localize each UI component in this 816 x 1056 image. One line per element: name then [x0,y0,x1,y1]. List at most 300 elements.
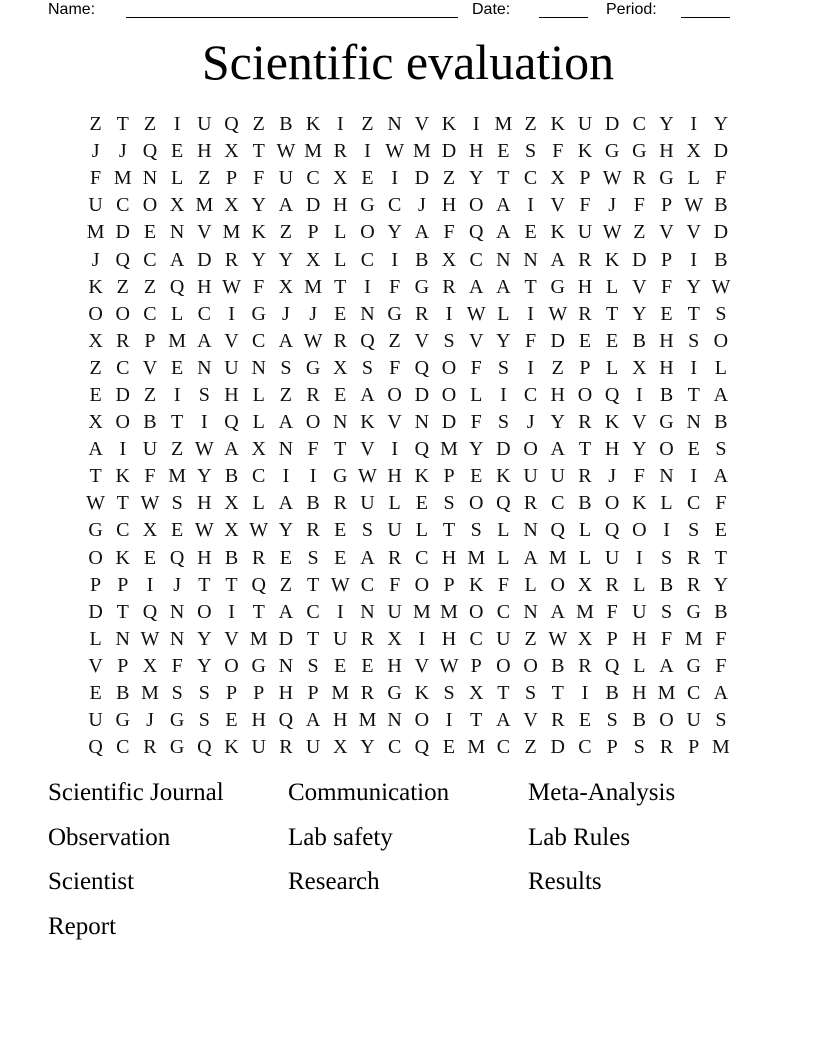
grid-letter: L [388,492,401,515]
grid-letter: L [524,573,537,596]
grid-letter: F [470,356,482,379]
word-bank-column-3 [528,771,768,905]
grid-letter: X [632,356,647,379]
grid-letter: Z [89,356,102,379]
grid-row [82,301,735,328]
grid-letter: O [197,600,212,623]
grid-letter: U [387,519,402,542]
grid-letter: T [442,519,456,542]
grid-letter: O [659,438,674,461]
grid-letter: D [441,411,457,434]
grid-letter: H [659,329,674,352]
grid-letter: O [441,383,457,406]
grid-letter: G [333,465,348,488]
grid-letter: O [577,383,593,406]
grid-letter: L [714,356,728,379]
grid-letter: C [387,736,402,759]
grid-letter: W [548,627,568,650]
grid-letter: J [608,194,617,217]
grid-letter: M [548,546,567,569]
grid-letter: E [578,709,592,732]
grid-letter: A [496,194,511,217]
grid-letter: H [197,492,212,515]
grid-letter: R [632,167,647,190]
grid-letter: A [468,275,484,298]
grid-letter: E [171,140,184,163]
grid-letter: N [523,248,538,271]
grid-letter: T [687,302,700,325]
grid-letter: T [116,113,129,136]
grid-letter: I [636,383,643,406]
grid-letter: F [144,465,156,488]
grid-letter: Y [251,194,266,217]
grid-letter: M [712,736,730,759]
grid-letter: E [279,546,293,569]
grid-letter: G [115,709,130,732]
grid-letter: V [523,709,538,732]
grid-letter: K [360,411,375,434]
grid-letter: N [387,709,402,732]
grid-letter: P [660,248,673,271]
grid-letter: M [684,627,703,650]
grid-letter: H [441,546,457,569]
grid-letter: I [445,709,453,732]
grid-letter: Z [252,113,265,136]
grid-letter: G [88,519,103,542]
grid-letter: U [360,492,375,515]
grid-letter: X [468,682,484,705]
grid-letter: D [197,248,212,271]
grid-letter: M [358,709,377,732]
grid-letter: F [715,492,727,515]
grid-letter: I [690,465,698,488]
grid-letter: K [115,546,130,569]
grid-letter: O [632,519,647,542]
grid-letter: X [333,356,348,379]
grid-letter: Q [224,411,239,434]
grid-letter: O [88,546,103,569]
word-bank-item: Research [288,868,380,895]
grid-row [82,328,735,355]
grid-letter: R [116,329,130,352]
grid-row [82,246,735,273]
grid-letter: B [605,682,619,705]
grid-letter: Y [550,411,565,434]
grid-letter: X [88,329,103,352]
grid-letter: R [687,573,701,596]
grid-letter: Q [496,492,511,515]
grid-row [82,219,735,246]
grid-letter: S [660,600,673,623]
grid-letter: U [577,221,593,244]
grid-letter: S [171,492,183,515]
grid-letter: S [715,302,727,325]
grid-letter: O [523,438,538,461]
grid-letter: M [249,627,268,650]
grid-letter: A [414,221,430,244]
grid-letter: N [278,654,294,677]
grid-row [82,490,735,517]
grid-letter: V [632,411,647,434]
grid-letter: N [115,627,130,650]
grid-letter: H [604,438,620,461]
grid-letter: L [415,519,428,542]
grid-letter: Q [197,736,212,759]
grid-row [82,545,735,572]
grid-letter: S [525,682,537,705]
grid-letter: B [659,383,674,406]
grid-letter: N [496,248,511,271]
grid-letter: I [500,383,507,406]
grid-letter: D [115,383,130,406]
grid-letter: B [714,248,728,271]
grid-letter: B [714,411,728,434]
grid-letter: G [686,654,701,677]
grid-letter: I [527,302,534,325]
grid-letter: S [280,356,292,379]
grid-letter: W [303,329,323,352]
grid-letter: H [278,682,294,705]
grid-letter: V [659,221,674,244]
grid-letter: S [497,411,509,434]
grid-letter: F [633,465,645,488]
grid-letter: F [715,654,727,677]
grid-letter: L [89,627,102,650]
grid-letter: R [578,248,592,271]
grid-letter: F [633,194,645,217]
grid-letter: A [278,492,294,515]
grid-letter: E [171,356,184,379]
grid-letter: Z [551,356,564,379]
grid-letter: N [360,600,375,623]
grid-letter: O [387,383,402,406]
grid-letter: S [361,519,374,542]
grid-letter: Q [224,113,239,136]
grid-letter: Y [713,113,729,136]
grid-letter: I [336,113,344,136]
grid-letter: Y [278,248,294,271]
grid-letter: E [714,519,728,542]
grid-letter: H [577,275,593,298]
grid-letter: R [578,465,592,488]
grid-letter: O [414,573,430,596]
grid-letter: M [113,167,132,190]
grid-letter: N [333,411,348,434]
grid-letter: D [115,221,130,244]
grid-letter: O [224,654,239,677]
grid-letter: Q [414,736,430,759]
grid-row [82,734,735,761]
grid-letter: O [414,709,430,732]
grid-letter: D [441,140,457,163]
grid-letter: Q [142,600,158,623]
grid-letter: Y [468,167,484,190]
grid-letter: N [169,221,185,244]
grid-letter: H [632,627,647,650]
grid-letter: Q [414,438,430,461]
grid-letter: X [441,248,457,271]
grid-letter: C [116,736,130,759]
grid-row [82,382,735,409]
word-bank-item: Lab Rules [528,823,631,851]
grid-letter: Q [278,709,294,732]
grid-letter: D [550,329,565,352]
grid-letter: M [467,736,486,759]
grid-letter: C [632,113,647,136]
grid-letter: F [171,654,183,677]
grid-letter: H [632,682,647,705]
grid-letter: S [715,438,727,461]
grid-letter: W [330,573,350,596]
grid-letter: H [550,383,565,406]
grid-row [82,680,735,707]
grid-letter: M [168,465,187,488]
grid-letter: G [360,194,375,217]
grid-letter: W [602,221,622,244]
grid-letter: K [604,248,620,271]
word-bank-item: Observation [48,823,171,851]
grid-letter: E [225,709,238,732]
grid-letter: P [443,465,455,488]
grid-letter: U [88,709,103,732]
grid-letter: N [659,465,674,488]
grid-letter: P [144,329,156,352]
grid-letter: P [117,573,129,596]
grid-letter: N [414,411,430,434]
grid-letter: R [605,573,619,596]
grid-letter: X [387,627,402,650]
grid-letter: E [143,221,157,244]
grid-letter: S [307,654,319,677]
grid-letter: N [142,167,158,190]
grid-letter: H [224,383,239,406]
grid-letter: C [523,383,538,406]
grid-letter: K [115,465,130,488]
grid-letter: I [418,627,426,650]
grid-letter: W [684,194,704,217]
grid-letter: X [278,275,294,298]
grid-letter: W [194,438,214,461]
grid-letter: R [333,140,347,163]
grid-letter: H [333,709,348,732]
grid-letter: R [333,329,347,352]
grid-letter: J [309,302,317,325]
grid-letter: U [523,465,538,488]
grid-letter: D [496,438,511,461]
grid-letter: W [86,492,106,515]
grid-letter: X [224,519,239,542]
grid-letter: A [496,275,511,298]
grid-letter: L [633,654,646,677]
grid-letter: B [116,682,130,705]
grid-letter: N [360,302,375,325]
grid-row [82,436,735,463]
grid-letter: T [551,682,564,705]
grid-letter: B [714,600,728,623]
grid-letter: X [333,736,348,759]
grid-letter: E [442,736,456,759]
grid-letter: I [690,113,698,136]
grid-letter: J [118,140,127,163]
grid-letter: H [197,140,212,163]
grid-letter: X [550,167,565,190]
grid-letter: B [306,492,320,515]
grid-letter: A [169,248,185,271]
grid-letter: E [334,383,347,406]
grid-letter: K [251,221,266,244]
grid-letter: K [441,113,457,136]
word-search-grid [82,111,735,761]
grid-letter: B [632,329,647,352]
grid-letter: Z [442,167,456,190]
grid-letter: I [663,519,670,542]
grid-letter: E [334,302,347,325]
grid-letter: T [306,627,320,650]
grid-letter: R [143,736,157,759]
name-blank-line [126,2,458,18]
grid-letter: Z [524,736,537,759]
grid-letter: D [713,221,729,244]
grid-letter: D [278,627,294,650]
grid-letter: A [659,654,674,677]
grid-letter: S [307,546,319,569]
grid-letter: W [140,627,160,650]
grid-letter: S [525,140,537,163]
grid-letter: E [361,654,374,677]
grid-letter: O [305,411,321,434]
grid-letter: X [224,492,239,515]
grid-letter: T [171,411,184,434]
grid-letter: F [470,411,482,434]
grid-letter: Q [604,519,620,542]
grid-letter: L [334,248,347,271]
grid-letter: S [198,682,210,705]
grid-letter: R [551,709,565,732]
grid-letter: I [581,682,589,705]
word-bank-item: Meta-Analysis [528,779,676,806]
grid-letter: G [632,140,647,163]
grid-letter: R [360,627,375,650]
grid-letter: G [169,709,185,732]
grid-letter: U [251,736,266,759]
grid-letter: P [253,682,265,705]
period-label: Period: [606,1,657,18]
grid-letter: C [523,167,538,190]
grid-row [82,355,735,382]
grid-letter: K [305,113,321,136]
grid-letter: N [523,600,538,623]
grid-letter: G [414,275,430,298]
grid-letter: C [252,465,266,488]
word-bank-item: Results [528,868,602,895]
grid-letter: B [143,411,157,434]
grid-letter: Y [496,329,511,352]
grid-letter: U [142,438,158,461]
grid-letter: A [224,438,239,461]
grid-letter: L [578,546,592,569]
grid-letter: F [715,627,727,650]
grid-letter: X [577,573,593,596]
grid-letter: Q [169,275,185,298]
grid-letter: T [306,573,320,596]
grid-letter: N [197,356,212,379]
grid-letter: O [550,573,565,596]
grid-letter: O [468,492,484,515]
grid-letter: P [443,573,455,596]
grid-letter: A [305,709,321,732]
grid-letter: S [497,356,509,379]
grid-letter: I [391,248,398,271]
grid-letter: F [307,438,319,461]
grid-letter: J [608,465,617,488]
grid-letter: A [278,329,294,352]
grid-letter: H [468,140,484,163]
grid-letter: C [387,194,402,217]
grid-letter: G [387,302,402,325]
grid-letter: F [525,329,537,352]
grid-letter: R [442,275,456,298]
grid-letter: S [198,383,210,406]
grid-letter: Y [251,248,266,271]
grid-letter: A [713,682,729,705]
grid-letter: M [412,600,431,623]
grid-letter: R [333,492,347,515]
grid-letter: Q [169,546,185,569]
grid-letter: X [224,140,239,163]
grid-letter: O [468,600,484,623]
grid-letter: P [688,736,700,759]
grid-letter: L [470,383,483,406]
grid-letter: S [688,329,700,352]
period-blank-line [681,2,730,18]
grid-letter: A [550,248,565,271]
grid-letter: D [632,248,647,271]
grid-letter: I [201,411,208,434]
grid-letter: E [606,329,619,352]
grid-letter: G [604,140,620,163]
grid-row [82,572,735,599]
grid-letter: L [687,167,700,190]
date-label: Date: [472,1,511,18]
grid-letter: F [389,356,401,379]
grid-letter: R [687,546,701,569]
grid-letter: E [524,221,537,244]
grid-letter: B [224,546,239,569]
grid-letter: S [443,492,455,515]
grid-letter: T [470,709,483,732]
grid-letter: F [660,627,673,650]
grid-letter: K [414,682,430,705]
grid-letter: C [360,573,375,596]
grid-letter: Q [604,383,620,406]
grid-letter: Z [89,113,102,136]
grid-letter: M [412,140,431,163]
grid-letter: G [659,411,674,434]
header [0,0,816,22]
grid-letter: M [168,329,187,352]
grid-letter: C [496,600,511,623]
grid-letter: L [497,546,510,569]
grid-letter: P [579,356,591,379]
grid-letter: I [173,113,181,136]
grid-letter: W [222,275,241,298]
grid-letter: H [441,627,457,650]
grid-letter: V [414,329,430,352]
grid-letter: V [224,627,239,650]
grid-letter: N [686,411,701,434]
grid-letter: F [552,140,564,163]
grid-letter: Y [713,573,729,596]
